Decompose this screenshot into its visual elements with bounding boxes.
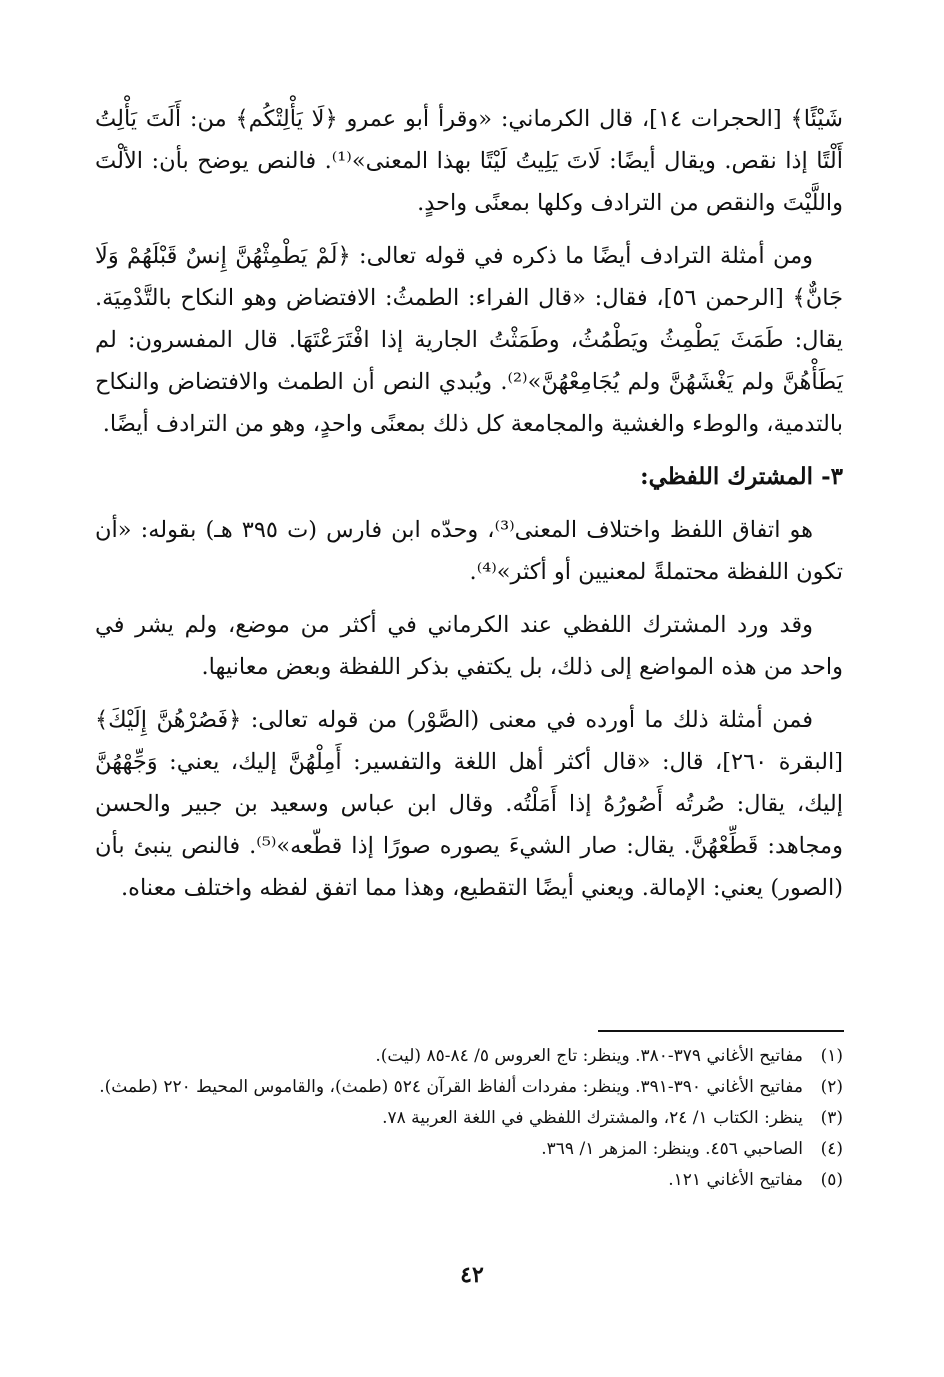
footnote-separator [598, 1030, 844, 1032]
footnote-item [95, 1104, 843, 1133]
paragraph-ilt-synonymy: شَيْئًا﴾ [الحجرات ١٤]، قال الكرماني: «وقرأ أبو عمرو ﴿لَا يَأْلِتْكُم﴾ من: أَلَتَ يَأْلِتُ أَلْتًا إذا نقص. ويقال أيضًا: لَاتَ يَلِيتُ لَيْتًا بهذا المعنى»⁽¹⁾. فالنص يوضح بأن: الألْتَ واللَّيْتَ والنقص من الترادف وكلها بمعنًى واحدٍ. [95, 106, 843, 216]
page-number: ٤٢ [460, 1262, 484, 1288]
paragraph-sawr-example: فمن أمثلة ذلك ما أورده في معنى (الصَّوْر) من قوله تعالى: ﴿فَصُرْهُنَّ إِلَيْكَ﴾ [البقرة ٢٦٠]، قال: «قال أكثر أهل اللغة والتفسير: أَمِلْهُنَّ إليك، يعني: وَجِّهْهُنَّ إليك، يقال: صُرتُه أَصُورُهُ إذا أَمَلْتُه. وقال ابن عباس وسعيد بن جبير والحسن ومجاهد: قَطِّعْهُنَّ. يقال: صار الشيءَ يصوره صورًا إذا قطّعه»⁽⁵⁾. فالنص ينبئ بأن (الصور) يعني: الإمالة. ويعني أيضًا التقطيع، وهذا مما اتفق لفظه واختلف معناه. [95, 707, 843, 901]
footnote-text: مفاتيح الأغاني ٣٩٠-٣٩١. وينظر: مفردات ألفاظ القرآن ٥٢٤ (طمث)، والقاموس المحيط ٢٢٠ (طمث). [99, 1077, 803, 1097]
paragraph-tamth-synonymy: ومن أمثلة الترادف أيضًا ما ذكره في قوله تعالى: ﴿لَمْ يَطْمِثْهُنَّ إِنسٌ قَبْلَهُمْ وَلَا جَانٌّ﴾ [الرحمن ٥٦]، فقال: «قال الفراء: الطمثُ: الافتضاض وهو النكاح بالتَّدْمِيَة. يقال: طَمَثَ يَطْمِثُ ويَطْمُثُ، وطَمَثْتُ الجارية إذا افْتَرَعْتَهَا. قال المفسرون: لم يَطَأْهُنَّ ولم يَغْشَهُنَّ ولم يُجَامِعْهُنَّ»⁽²⁾. ويُبدي النص أن الطمث والافتضاض والنكاح بالتدمية، والوطء والغشية والمجامعة كل ذلك بمعنًى واحدٍ، وهو من الترادف أيضًا. [95, 243, 844, 437]
section-heading-homonymy: ٣- المشترك اللفظي: [640, 463, 843, 490]
page-body [95, 98, 843, 920]
footnote-number: (٣) [820, 1108, 843, 1128]
footnote-text: ينظر: الكتاب ١/ ٢٤، والمشترك اللفظي في اللغة العربية ٧٨. [382, 1108, 803, 1128]
footnote-text: مفاتيح الأغاني ٣٧٩-٣٨٠. وينظر: تاج العروس ٥/ ٨٤-٨٥ (ليت). [375, 1046, 803, 1066]
footnote-item [95, 1135, 843, 1164]
footnote-item [95, 1042, 843, 1071]
footnote-text: مفاتيح الأغاني ١٢١. [668, 1170, 803, 1190]
footnote-number: (٤) [820, 1139, 843, 1159]
footnote-item [95, 1166, 843, 1195]
footnote-item [95, 1073, 843, 1102]
paragraph-homonymy-in-karmani: وقد ورد المشترك اللفظي عند الكرماني في أكثر من موضع، ولم يشر في واحد من هذه المواضع إلى ذلك، بل يكتفي بذكر اللفظة وبعض معانيها. [95, 612, 843, 680]
footnotes [95, 1042, 843, 1197]
paragraph-homonymy-definition: هو اتفاق اللفظ واختلاف المعنى⁽³⁾، وحدّه ابن فارس (ت ٣٩٥ هـ) بقوله: «أن تكون اللفظة محتملةً لمعنيين أو أكثر»⁽⁴⁾. [95, 517, 843, 585]
footnote-number: (٥) [820, 1170, 843, 1190]
footnote-text: الصاحبي ٤٥٦. وينظر: المزهر ١/ ٣٦٩. [541, 1139, 803, 1159]
footnote-number: (١) [820, 1046, 843, 1066]
footnote-number: (٢) [820, 1077, 843, 1097]
